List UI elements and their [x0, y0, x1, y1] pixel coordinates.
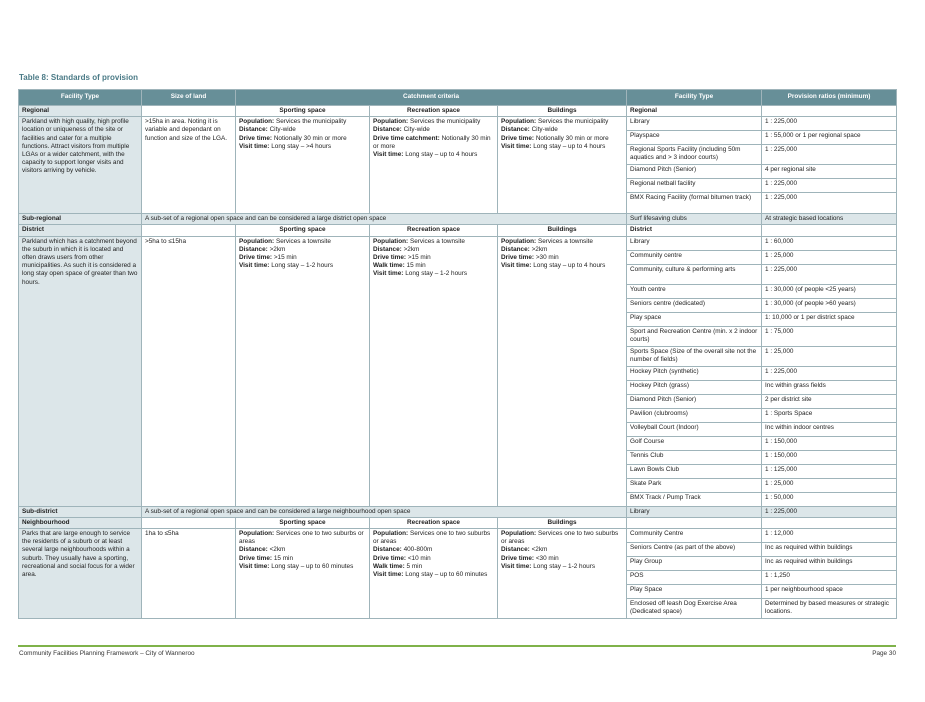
facility-name: Sport and Recreation Centre (min. x 2 indoor courts) [627, 326, 762, 346]
provision-ratio: Inc as required within buildings [762, 542, 897, 556]
level-label: District [19, 225, 142, 236]
criteria-label: Population: [501, 237, 537, 245]
criteria-label: Distance: [501, 126, 530, 134]
criteria-value: Services the municipality [409, 118, 481, 126]
facility-row [19, 117, 897, 131]
criteria-line [239, 530, 366, 546]
criteria-label: Population: [239, 118, 275, 126]
level-description: Parkland with high quality, high profile location or uniqueness of the site or facilities and cater for a multiple functions. Attract visitors from multiple LGAs or a wider catchment, with the capacity to support longer visits and visitors arriving by vehicle. [19, 117, 142, 214]
criteria-label: Walk time: [373, 262, 405, 270]
level-label: Neighbourhood [19, 517, 142, 528]
sub-level-row [19, 506, 897, 517]
criteria-line [239, 143, 366, 151]
facility-name: Golf Course [627, 436, 762, 450]
criteria-value: City-wide [269, 126, 296, 134]
criteria-value: City-wide [403, 126, 430, 134]
criteria-value: Services the municipality [537, 118, 609, 126]
criteria-line [501, 135, 623, 143]
ratio-header-blank [762, 517, 897, 528]
criteria-label: Visit time: [501, 562, 532, 570]
criteria-label: Drive time: [501, 134, 535, 142]
sub-header-buildings: Buildings [498, 106, 627, 117]
facility-name: Pavilion (clubrooms) [627, 408, 762, 422]
provision-ratio: 1 : 125,000 [762, 464, 897, 478]
facility-name: Enclosed off leash Dog Exercise Area (Dedicated space) [627, 598, 762, 618]
criteria-line [501, 563, 623, 571]
criteria-value: Services one to two suburbs or areas [373, 529, 491, 546]
criteria-label: Visit time: [501, 142, 532, 150]
criteria-line [239, 555, 366, 563]
size-header-blank [142, 106, 236, 117]
criteria-value: City-wide [531, 126, 558, 134]
criteria-label: Population: [373, 237, 409, 245]
facility-name: Volleyball Court (Indoor) [627, 422, 762, 436]
criteria-line [239, 254, 366, 262]
provision-ratio: 4 per regional site [762, 165, 897, 179]
criteria-value: Services one to two suburbs or areas [239, 529, 364, 546]
header-catchment-criteria: Catchment criteria [236, 90, 627, 106]
criteria-line [501, 530, 623, 546]
facility-name: Library [627, 236, 762, 250]
facility-name: Playspace [627, 131, 762, 145]
provision-ratio: 1 : 30,000 (of people <25 years) [762, 284, 897, 298]
facility-name: Play Group [627, 556, 762, 570]
criteria-line [501, 126, 623, 134]
criteria-line [501, 238, 623, 246]
criteria-value: <30 min [535, 554, 559, 562]
recreation-criteria [370, 117, 498, 214]
criteria-value: Long stay – up to 4 hours [405, 150, 478, 158]
criteria-line [501, 546, 623, 554]
criteria-value: 15 min [273, 554, 293, 562]
criteria-line [239, 262, 366, 270]
level-header-row [19, 225, 897, 236]
criteria-value: Services a townsite [409, 237, 465, 245]
header-provision-ratios: Provision ratios (minimum) [762, 90, 897, 106]
facility-row [19, 236, 897, 250]
facility-name: BMX Track / Pump Track [627, 492, 762, 506]
provision-ratio: 1 : 12,000 [762, 528, 897, 542]
criteria-value: >2km [403, 245, 420, 253]
criteria-line [239, 118, 366, 126]
criteria-value: Long stay – up to 60 minutes [405, 570, 488, 578]
criteria-value: <2km [531, 546, 548, 554]
criteria-label: Population: [501, 529, 537, 537]
criteria-label: Drive time: [239, 134, 273, 142]
provision-ratio: 2 per district site [762, 394, 897, 408]
footer-document-title: Community Facilities Planning Framework – City of Wanneroo [19, 650, 195, 657]
level-header-row [19, 106, 897, 117]
provision-ratio: Inc as required within buildings [762, 556, 897, 570]
criteria-line [239, 126, 366, 134]
facility-name: Regional Sports Facility (including 50m aquatics and > 3 indoor courts) [627, 145, 762, 165]
criteria-label: Distance: [239, 126, 268, 134]
criteria-line [373, 238, 494, 246]
criteria-label: Distance: [501, 245, 530, 253]
facility-row [19, 528, 897, 542]
facility-name: Seniors centre (dedicated) [627, 298, 762, 312]
criteria-line [373, 126, 494, 134]
provision-ratio: 1 : 1,250 [762, 570, 897, 584]
facility-name: Play space [627, 312, 762, 326]
ratio-header-blank [762, 106, 897, 117]
facility-name: Diamond Pitch (Senior) [627, 165, 762, 179]
criteria-value: 5 min [406, 562, 423, 570]
criteria-line [501, 246, 623, 254]
criteria-value: >2km [531, 245, 548, 253]
facility-name: Lawn Bowls Club [627, 464, 762, 478]
header-facility-type: Facility Type [19, 90, 142, 106]
level-label-right: District [627, 225, 762, 236]
provision-ratio: 1 : 225,000 [762, 145, 897, 165]
criteria-value: >30 min [535, 253, 559, 261]
facility-name: Seniors Centre (as part of the above) [627, 542, 762, 556]
sub-level-row [19, 214, 897, 225]
criteria-label: Distance: [239, 546, 268, 554]
level-description: Parks that are large enough to service the residents of a suburb or at least several large neighbourhoods within a suburb. They usually have a sporting, recreational and social focus for a wider area. [19, 528, 142, 618]
criteria-label: Visit time: [239, 262, 270, 270]
facility-name: Library [627, 506, 762, 517]
facility-name: Play Space [627, 584, 762, 598]
ratio-header-blank [762, 225, 897, 236]
provision-ratio: 1: 10,000 or 1 per district space [762, 312, 897, 326]
provision-ratio: 1 : 25,000 [762, 478, 897, 492]
criteria-label: Visit time: [373, 150, 404, 158]
size-of-land: >5ha to ≤15ha [142, 236, 236, 506]
criteria-label: Drive time catchment: [373, 134, 440, 142]
criteria-label: Distance: [239, 245, 268, 253]
criteria-value: Long stay – 1-2 hours [271, 262, 334, 270]
criteria-label: Visit time: [501, 262, 532, 270]
criteria-value: Long stay – >4 hours [271, 142, 332, 150]
buildings-criteria [498, 528, 627, 618]
facility-name: Community Centre [627, 528, 762, 542]
size-header-blank [142, 225, 236, 236]
criteria-line [239, 246, 366, 254]
provision-ratio: 1 : 225,000 [762, 506, 897, 517]
header-facility-type-right: Facility Type [627, 90, 762, 106]
provision-ratio: 1 : 150,000 [762, 450, 897, 464]
recreation-criteria [370, 528, 498, 618]
criteria-label: Distance: [373, 546, 402, 554]
facility-name: Skate Park [627, 478, 762, 492]
criteria-label: Distance: [501, 546, 530, 554]
sub-header-buildings: Buildings [498, 517, 627, 528]
criteria-value: <2km [269, 546, 286, 554]
sporting-criteria [236, 117, 370, 214]
header-size-of-land: Size of land [142, 90, 236, 106]
criteria-label: Population: [239, 529, 275, 537]
criteria-label: Visit time: [239, 142, 270, 150]
criteria-line [373, 135, 494, 151]
criteria-line [501, 143, 623, 151]
facility-name: BMX Racing Facility (formal bitumen track) [627, 193, 762, 214]
criteria-value: Long stay – up to 4 hours [533, 142, 606, 150]
criteria-label: Drive time: [239, 554, 273, 562]
facility-name: Tennis Club [627, 450, 762, 464]
criteria-line [501, 262, 623, 270]
level-note: A sub-set of a regional open space and can be considered a large neighbourhood open space [142, 506, 627, 517]
provision-ratio: 1 per neighbourhood space [762, 584, 897, 598]
criteria-line [373, 118, 494, 126]
criteria-label: Drive time: [373, 253, 407, 261]
provision-ratio: At strategic based locations [762, 214, 897, 225]
criteria-value: Services a townsite [537, 237, 593, 245]
facility-name: Community centre [627, 250, 762, 264]
facility-name: Library [627, 117, 762, 131]
facility-name: Community, culture & performing arts [627, 264, 762, 284]
provision-ratio: 1 : 25,000 [762, 250, 897, 264]
criteria-line [501, 118, 623, 126]
footer-rule [18, 645, 896, 647]
criteria-line [373, 530, 494, 546]
recreation-criteria [370, 236, 498, 506]
provision-ratio: 1 : 225,000 [762, 264, 897, 284]
criteria-label: Population: [373, 118, 409, 126]
criteria-line [373, 563, 494, 571]
criteria-line [373, 571, 494, 579]
buildings-criteria [498, 117, 627, 214]
criteria-label: Drive time: [501, 253, 535, 261]
provision-ratio: 1 : 225,000 [762, 366, 897, 380]
criteria-line [373, 151, 494, 159]
criteria-line [239, 238, 366, 246]
criteria-line [373, 246, 494, 254]
table-title: Table 8: Standards of provision [19, 73, 138, 82]
criteria-label: Drive time: [373, 554, 407, 562]
sub-header-recreation: Recreation space [370, 225, 498, 236]
criteria-label: Population: [239, 237, 275, 245]
criteria-value: Services one to two suburbs or areas [501, 529, 619, 546]
facility-name: Regional netball facility [627, 179, 762, 193]
footer-page-number: Page 30 [872, 650, 896, 657]
size-of-land: >15ha in area. Noting it is variable and dependant on function and size of the LGA. [142, 117, 236, 214]
criteria-value: Notionally 30 min or more [535, 134, 609, 142]
sub-header-recreation: Recreation space [370, 517, 498, 528]
sub-header-sporting: Sporting space [236, 106, 370, 117]
provision-ratio: Inc within indoor centres [762, 422, 897, 436]
criteria-label: Walk time: [373, 562, 405, 570]
level-label: Regional [19, 106, 142, 117]
criteria-line [373, 254, 494, 262]
criteria-value: Notionally 30 min or more [273, 134, 347, 142]
provision-ratio: 1 : 25,000 [762, 346, 897, 366]
provision-ratio: 1 : 225,000 [762, 193, 897, 214]
criteria-label: Population: [373, 529, 409, 537]
sub-header-buildings: Buildings [498, 225, 627, 236]
criteria-label: Visit time: [239, 562, 270, 570]
provision-ratio: 1 : 50,000 [762, 492, 897, 506]
criteria-label: Population: [501, 118, 537, 126]
level-note: A sub-set of a regional open space and can be considered a large district open space [142, 214, 627, 225]
criteria-label: Drive time: [501, 554, 535, 562]
facility-name: Surf lifesaving clubs [627, 214, 762, 225]
criteria-value: >15 min [273, 253, 297, 261]
provision-ratio: 1 : 225,000 [762, 117, 897, 131]
sporting-criteria [236, 236, 370, 506]
criteria-label: Drive time: [239, 253, 273, 261]
criteria-value: Long stay – 1-2 hours [533, 562, 596, 570]
criteria-line [239, 135, 366, 143]
level-label-right: Regional [627, 106, 762, 117]
criteria-line [501, 254, 623, 262]
provision-ratio: 1 : 30,000 (of people >60 years) [762, 298, 897, 312]
criteria-label: Visit time: [373, 270, 404, 278]
criteria-value: Notionally 30 min or more [373, 134, 491, 150]
criteria-line [239, 546, 366, 554]
criteria-value: Long stay – up to 4 hours [533, 262, 606, 270]
criteria-label: Distance: [373, 126, 402, 134]
criteria-label: Visit time: [373, 570, 404, 578]
level-label-right [627, 517, 762, 528]
size-of-land: 1ha to ≤5ha [142, 528, 236, 618]
criteria-value: 400-800m [403, 546, 433, 554]
criteria-value: Long stay – 1-2 hours [405, 270, 468, 278]
standards-table [18, 89, 897, 619]
criteria-value: <10 min [407, 554, 431, 562]
criteria-label: Distance: [373, 245, 402, 253]
facility-name: Sports Space (Size of the overall site not the number of fields) [627, 346, 762, 366]
criteria-line [373, 555, 494, 563]
criteria-line [239, 563, 366, 571]
sub-header-sporting: Sporting space [236, 517, 370, 528]
level-label: Sub-district [19, 506, 142, 517]
criteria-value: >2km [269, 245, 286, 253]
criteria-line [373, 262, 494, 270]
criteria-value: Services a townsite [275, 237, 331, 245]
provision-ratio: 1 : 75,000 [762, 326, 897, 346]
criteria-value: 15 min [406, 262, 426, 270]
provision-ratio: Determined by based measures or strategic locations. [762, 598, 897, 618]
provision-ratio: 1 : Sports Space [762, 408, 897, 422]
provision-ratio: 1 : 60,000 [762, 236, 897, 250]
provision-ratio: 1 : 225,000 [762, 179, 897, 193]
header-row [19, 90, 897, 106]
level-label: Sub-regional [19, 214, 142, 225]
criteria-value: >15 min [407, 253, 431, 261]
provision-ratio: 1 : 150,000 [762, 436, 897, 450]
size-header-blank [142, 517, 236, 528]
provision-ratio: Inc within grass fields [762, 380, 897, 394]
facility-name: POS [627, 570, 762, 584]
buildings-criteria [498, 236, 627, 506]
criteria-line [373, 270, 494, 278]
criteria-value: Long stay – up to 60 minutes [271, 562, 354, 570]
criteria-line [373, 546, 494, 554]
facility-name: Youth centre [627, 284, 762, 298]
sporting-criteria [236, 528, 370, 618]
criteria-line [501, 555, 623, 563]
provision-ratio: 1 : 55,000 or 1 per regional space [762, 131, 897, 145]
sub-header-sporting: Sporting space [236, 225, 370, 236]
facility-name: Diamond Pitch (Senior) [627, 394, 762, 408]
facility-name: Hockey Pitch (synthetic) [627, 366, 762, 380]
level-description: Parkland which has a catchment beyond the suburb in which it is located and often draws users from other municipalities. As such it is considered a long stay open space of greater than two hours. [19, 236, 142, 506]
sub-header-recreation: Recreation space [370, 106, 498, 117]
level-header-row [19, 517, 897, 528]
criteria-value: Services the municipality [275, 118, 347, 126]
facility-name: Hockey Pitch (grass) [627, 380, 762, 394]
